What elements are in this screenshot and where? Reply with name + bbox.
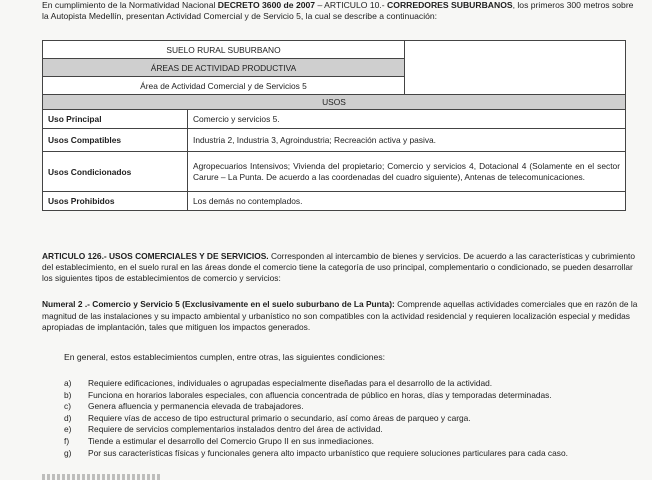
table-header-suelo: SUELO RURAL SUBURBANO (43, 41, 405, 59)
item-letter: b) (64, 389, 72, 400)
row-label-condicionados: Usos Condicionados (43, 152, 188, 192)
table-row (43, 129, 626, 152)
table-row (43, 152, 626, 192)
conditions-list (64, 378, 634, 459)
row-value-principal: Comercio y servicios 5. (188, 110, 626, 129)
list-item (64, 390, 634, 402)
table-row (43, 110, 626, 129)
article-body: Corresponden al intercambio de bienes y servicios. De acuerdo a las características y cubrimiento del establecimiento, en el suelo rural en las áreas donde el comercio tiene la categoría de uso principal, complementario o condicionado, se pueden desarrollar los siguientes tipos de establecimientos de comercio y servicios: (42, 251, 635, 283)
item-letter: g) (64, 447, 72, 458)
numeral-title: Numeral 2 .- Comercio y Servicio 5 (Exclusivamente en el suelo suburbano de La Punta): (42, 299, 395, 309)
item-letter: d) (64, 412, 72, 423)
intro-title: CORREDORES SUBURBANOS (387, 0, 513, 10)
item-text: Requiere vías de acceso de tipo estructural primario o secundario, así como áreas de parqueo y carga. (88, 412, 471, 423)
intro-suffix: , los primeros 300 metros sobre la Autopista Medellín, presentan Actividad Comercial y de Servicio 5, la cual se describe a continuación: (42, 0, 634, 21)
table-row (43, 192, 626, 211)
row-value-condicionados: Agropecuarios Intensivos; Vivienda del propietario; Comercio y servicios 4, Dotacional 4 (Solamente en el sector Carure – La Punta. De acuerdo a las coordenadas del cuadro siguiente), Antenas de telecomunicaciones. (188, 152, 626, 192)
item-text: Por sus características físicas y funcionales genera alto impacto urbanístico que requiere soluciones particulares para cada caso. (88, 447, 568, 458)
intro-prefix: En cumplimiento de la Normatividad Nacional (42, 0, 218, 10)
item-letter: a) (64, 378, 72, 388)
item-text: Requiere de servicios complementarios instalados dentro del área de actividad. (88, 424, 383, 435)
general-conditions-intro: En general, estos establecimientos cumplen, entre otras, las siguientes condiciones: (64, 352, 386, 362)
item-letter: c) (64, 401, 71, 412)
item-letter: f) (64, 435, 70, 446)
list-item (64, 413, 634, 425)
intro-decree: DECRETO 3600 de 2007 (217, 0, 316, 10)
row-label-compatibles: Usos Compatibles (43, 129, 188, 152)
item-text: Requiere edificaciones, individuales o agrupadas especialmente diseñadas para el desarrollo de la actividad. (88, 378, 493, 388)
numeral-2-paragraph (42, 299, 638, 334)
item-letter: e) (64, 424, 72, 435)
list-item (64, 448, 634, 460)
row-label-principal: Uso Principal (43, 110, 188, 129)
row-value-prohibidos: Los demás no contemplados. (188, 192, 626, 211)
article-title: ARTICULO 126.- USOS COMERCIALES Y DE SERVICIOS. (42, 251, 269, 261)
table-header-areas: ÁREAS DE ACTIVIDAD PRODUCTIVA (43, 59, 405, 77)
intro-paragraph (42, 0, 638, 22)
list-item (64, 378, 634, 390)
row-value-compatibles: Industria 2, Industria 3, Agroindustria; Recreación activa y pasiva. (188, 129, 626, 152)
list-item (64, 424, 634, 436)
item-text: Funciona en horarios laborales especiales, con afluencia concentrada de público en horas, días y temporadas determinadas. (88, 389, 552, 400)
article-126-paragraph (42, 251, 638, 284)
table-header-area-comercial: Área de Actividad Comercial y de Servicios 5 (43, 77, 405, 95)
row-label-prohibidos: Usos Prohibidos (43, 192, 188, 211)
table-header-usos: USOS (43, 95, 626, 110)
intro-mid: – ARTICULO 10.- (315, 0, 388, 10)
item-text: Genera afluencia y permanencia elevada de trabajadores. (88, 401, 304, 412)
list-item (64, 401, 634, 413)
numeral-body: Comprende aquellas actividades comerciales que en razón de la magnitud de las instalaciones y su impacto ambiental y urbanístico no son compatibles con la actividad residencial y requieren localización especial y medidas apropiadas de implantación, tales que mitiguen los impactos generados. (42, 299, 638, 332)
item-text: Tiende a estimular el desarrollo del Comercio Grupo II en sus inmediaciones. (88, 435, 374, 446)
cut-off-text-line (42, 474, 162, 480)
list-item (64, 436, 634, 448)
land-use-table (42, 40, 626, 211)
table-blank-cell (405, 41, 626, 95)
